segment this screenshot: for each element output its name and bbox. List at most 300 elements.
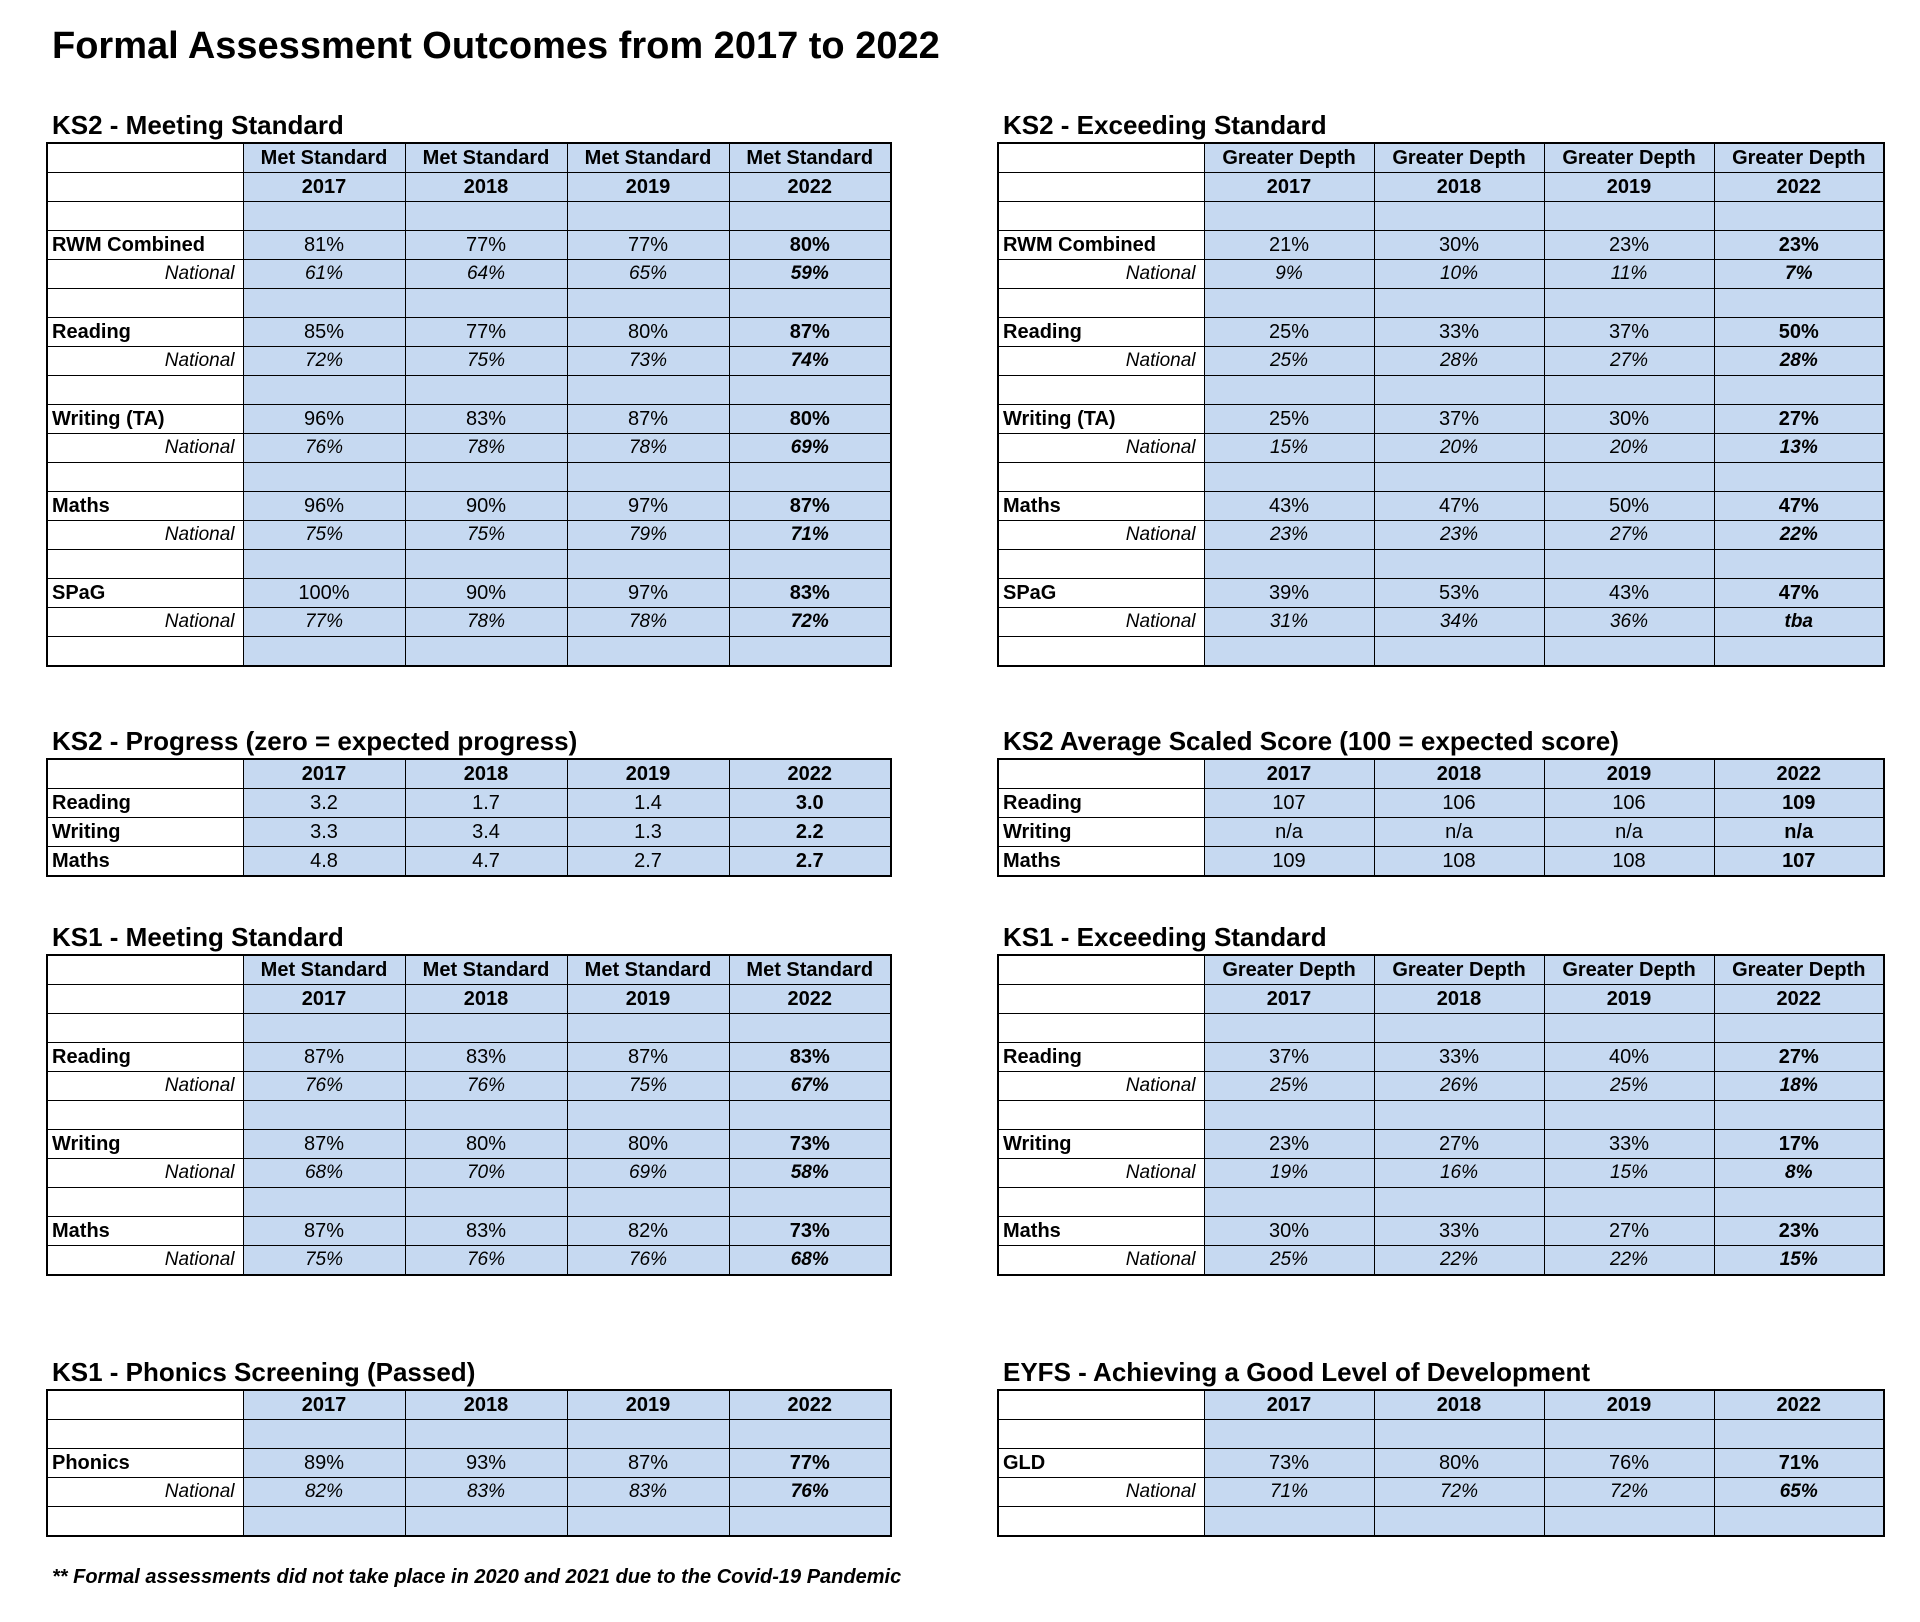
value-cell: 77% (243, 608, 405, 637)
table-row (47, 985, 891, 1014)
value-cell: 3.4 (405, 818, 567, 847)
value-cell (729, 202, 891, 231)
value-cell: 82% (567, 1217, 729, 1246)
row-label: Writing (47, 818, 243, 847)
value-cell: 27% (1714, 405, 1884, 434)
value-cell: 34% (1374, 608, 1544, 637)
column-header: 2022 (1714, 173, 1884, 202)
value-cell (1204, 637, 1374, 667)
table-row (998, 1246, 1884, 1276)
value-cell: 37% (1374, 405, 1544, 434)
value-cell (1544, 637, 1714, 667)
column-header: 2017 (1204, 1390, 1374, 1420)
table-row (47, 759, 891, 789)
value-cell (243, 202, 405, 231)
value-cell: 87% (243, 1217, 405, 1246)
value-cell: 78% (405, 608, 567, 637)
table-row (47, 608, 891, 637)
table-row (47, 143, 891, 173)
table-row (998, 1014, 1884, 1043)
row-label: Reading (47, 1043, 243, 1072)
table-row (47, 1449, 891, 1478)
value-cell: 47% (1374, 492, 1544, 521)
value-cell: 75% (243, 1246, 405, 1276)
row-label: RWM Combined (998, 231, 1204, 260)
page-title: Formal Assessment Outcomes from 2017 to 2022 (52, 25, 940, 67)
value-cell: 2.7 (729, 847, 891, 877)
value-cell: 19% (1204, 1159, 1374, 1188)
row-label (998, 1188, 1204, 1217)
value-cell (1204, 1188, 1374, 1217)
table-row (47, 202, 891, 231)
value-cell: 78% (405, 434, 567, 463)
value-cell: 71% (729, 521, 891, 550)
row-label: Writing (TA) (998, 405, 1204, 434)
table-row (998, 492, 1884, 521)
value-cell: 11% (1544, 260, 1714, 289)
row-label: Reading (998, 318, 1204, 347)
value-cell (243, 376, 405, 405)
row-label: Writing (47, 1130, 243, 1159)
value-cell (567, 202, 729, 231)
column-header: 2019 (1544, 1390, 1714, 1420)
value-cell: 77% (405, 318, 567, 347)
table-row (998, 1390, 1884, 1420)
value-cell: 87% (243, 1130, 405, 1159)
table-row (47, 818, 891, 847)
table-row (998, 521, 1884, 550)
table-row (998, 463, 1884, 492)
ks2-exceeding-section (997, 110, 1885, 667)
value-cell: 83% (729, 1043, 891, 1072)
value-cell: 33% (1544, 1130, 1714, 1159)
value-cell: 47% (1714, 492, 1884, 521)
row-label (47, 1507, 243, 1537)
row-label: Maths (998, 847, 1204, 877)
value-cell (567, 1014, 729, 1043)
value-cell (243, 1420, 405, 1449)
column-header: Met Standard (405, 955, 567, 985)
table-row (998, 143, 1884, 173)
value-cell: 30% (1374, 231, 1544, 260)
ks1-exceeding-section (997, 922, 1885, 1276)
column-header: 2017 (1204, 759, 1374, 789)
value-cell: 80% (729, 405, 891, 434)
table-row (998, 347, 1884, 376)
table-row (998, 1507, 1884, 1537)
value-cell: 15% (1204, 434, 1374, 463)
row-label (47, 463, 243, 492)
row-label: Maths (47, 492, 243, 521)
value-cell: 15% (1544, 1159, 1714, 1188)
value-cell: 23% (1204, 521, 1374, 550)
ks1-phonics-table (46, 1389, 892, 1537)
value-cell (1374, 202, 1544, 231)
value-cell (243, 1014, 405, 1043)
row-label: SPaG (998, 579, 1204, 608)
row-label (47, 173, 243, 202)
value-cell (1374, 637, 1544, 667)
table-row (47, 955, 891, 985)
national-label: National (47, 434, 243, 463)
value-cell: 33% (1374, 1043, 1544, 1072)
value-cell (567, 637, 729, 667)
value-cell (1374, 376, 1544, 405)
row-label: Reading (47, 789, 243, 818)
value-cell (1204, 1014, 1374, 1043)
value-cell: 23% (1374, 521, 1544, 550)
national-label: National (47, 521, 243, 550)
row-label (47, 1014, 243, 1043)
table-row (47, 492, 891, 521)
value-cell: 8% (1714, 1159, 1884, 1188)
value-cell: 83% (405, 1478, 567, 1507)
table-row (47, 1507, 891, 1537)
value-cell: 25% (1204, 347, 1374, 376)
column-header: 2019 (1544, 173, 1714, 202)
value-cell: 3.3 (243, 818, 405, 847)
column-header: 2019 (567, 173, 729, 202)
table-row (998, 231, 1884, 260)
value-cell: 100% (243, 579, 405, 608)
footnote: ** Formal assessments did not take place in 2020 and 2021 due to the Covid-19 Pandemic (52, 1566, 902, 1588)
value-cell: 85% (243, 318, 405, 347)
value-cell: 39% (1204, 579, 1374, 608)
row-label (998, 1420, 1204, 1449)
section-title: KS2 - Progress (zero = expected progress) (52, 726, 578, 756)
row-label (998, 637, 1204, 667)
table-row (47, 1043, 891, 1072)
value-cell: 17% (1714, 1130, 1884, 1159)
row-label: Maths (47, 847, 243, 877)
row-label (998, 202, 1204, 231)
value-cell: 22% (1714, 521, 1884, 550)
value-cell: 76% (243, 434, 405, 463)
value-cell: 83% (405, 1217, 567, 1246)
section-title: KS2 - Meeting Standard (52, 110, 344, 140)
value-cell: 25% (1204, 405, 1374, 434)
row-label (998, 985, 1204, 1014)
row-label: Phonics (47, 1449, 243, 1478)
row-label (47, 1188, 243, 1217)
value-cell: 61% (243, 260, 405, 289)
column-header: 2022 (1714, 985, 1884, 1014)
value-cell: 1.3 (567, 818, 729, 847)
value-cell (405, 289, 567, 318)
value-cell (1714, 1188, 1884, 1217)
value-cell (729, 637, 891, 667)
value-cell (1714, 463, 1884, 492)
value-cell: 23% (1204, 1130, 1374, 1159)
row-label: SPaG (47, 579, 243, 608)
value-cell (405, 1014, 567, 1043)
value-cell (1204, 376, 1374, 405)
value-cell: 22% (1544, 1246, 1714, 1276)
ks2-progress-table (46, 758, 892, 877)
table-row (47, 521, 891, 550)
value-cell (729, 289, 891, 318)
value-cell: 90% (405, 579, 567, 608)
table-row (47, 463, 891, 492)
table-row (47, 347, 891, 376)
value-cell: 65% (567, 260, 729, 289)
table-row (998, 405, 1884, 434)
row-label (47, 637, 243, 667)
value-cell: 65% (1714, 1478, 1884, 1507)
value-cell: 16% (1374, 1159, 1544, 1188)
value-cell (405, 637, 567, 667)
column-header: Met Standard (405, 143, 567, 173)
value-cell: n/a (1714, 818, 1884, 847)
value-cell: 67% (729, 1072, 891, 1101)
value-cell: 80% (405, 1130, 567, 1159)
value-cell: 78% (567, 608, 729, 637)
value-cell (1544, 376, 1714, 405)
value-cell (405, 1420, 567, 1449)
row-label (998, 143, 1204, 173)
column-header: Greater Depth (1204, 955, 1374, 985)
value-cell: 30% (1544, 405, 1714, 434)
row-label (47, 955, 243, 985)
value-cell: 28% (1374, 347, 1544, 376)
value-cell (567, 1507, 729, 1537)
value-cell: 64% (405, 260, 567, 289)
value-cell: 20% (1374, 434, 1544, 463)
value-cell: 23% (1714, 231, 1884, 260)
ks2-progress-section (46, 726, 892, 877)
value-cell: 33% (1374, 1217, 1544, 1246)
value-cell: 31% (1204, 608, 1374, 637)
value-cell: 90% (405, 492, 567, 521)
value-cell: 15% (1714, 1246, 1884, 1276)
value-cell: 27% (1544, 1217, 1714, 1246)
ks1-meeting-table (46, 954, 892, 1276)
ks2-exceeding-table (997, 142, 1885, 667)
column-header: Met Standard (567, 143, 729, 173)
value-cell (1374, 550, 1544, 579)
column-header: 2017 (243, 173, 405, 202)
row-label (998, 955, 1204, 985)
table-row (998, 1217, 1884, 1246)
table-row (998, 637, 1884, 667)
row-label (47, 1101, 243, 1130)
value-cell (567, 1101, 729, 1130)
value-cell: 43% (1544, 579, 1714, 608)
table-row (998, 434, 1884, 463)
value-cell: 50% (1544, 492, 1714, 521)
table-row (998, 173, 1884, 202)
value-cell (405, 1507, 567, 1537)
column-header: 2017 (1204, 985, 1374, 1014)
value-cell: 82% (243, 1478, 405, 1507)
row-label (998, 376, 1204, 405)
value-cell (243, 550, 405, 579)
row-label (47, 759, 243, 789)
value-cell: 3.0 (729, 789, 891, 818)
value-cell: 27% (1714, 1043, 1884, 1072)
value-cell (1374, 289, 1544, 318)
value-cell (1714, 1014, 1884, 1043)
column-header: 2019 (567, 759, 729, 789)
value-cell (243, 289, 405, 318)
value-cell (567, 1420, 729, 1449)
value-cell: 26% (1374, 1072, 1544, 1101)
value-cell: 20% (1544, 434, 1714, 463)
national-label: National (47, 1072, 243, 1101)
column-header: Greater Depth (1714, 143, 1884, 173)
row-label (998, 1507, 1204, 1537)
national-label: National (998, 608, 1204, 637)
value-cell (1374, 463, 1544, 492)
value-cell (1544, 463, 1714, 492)
value-cell (1714, 550, 1884, 579)
national-label: National (998, 521, 1204, 550)
value-cell: 106 (1544, 789, 1714, 818)
value-cell: 27% (1374, 1130, 1544, 1159)
value-cell: 87% (243, 1043, 405, 1072)
value-cell: 50% (1714, 318, 1884, 347)
value-cell (243, 1101, 405, 1130)
value-cell: 96% (243, 405, 405, 434)
value-cell: 87% (567, 405, 729, 434)
national-label: National (47, 1246, 243, 1276)
value-cell (1544, 1420, 1714, 1449)
value-cell: 30% (1204, 1217, 1374, 1246)
value-cell (1544, 1014, 1714, 1043)
table-row (998, 759, 1884, 789)
value-cell (1204, 550, 1374, 579)
table-row (998, 1043, 1884, 1072)
national-label: National (998, 1159, 1204, 1188)
value-cell: 1.7 (405, 789, 567, 818)
row-label: Writing (TA) (47, 405, 243, 434)
value-cell: 107 (1204, 789, 1374, 818)
row-label: GLD (998, 1449, 1204, 1478)
value-cell (1204, 289, 1374, 318)
value-cell (1544, 289, 1714, 318)
row-label (998, 1390, 1204, 1420)
table-row (47, 789, 891, 818)
column-header: 2018 (1374, 1390, 1544, 1420)
column-header: 2022 (1714, 1390, 1884, 1420)
value-cell: 108 (1374, 847, 1544, 877)
table-row (998, 376, 1884, 405)
value-cell (1714, 376, 1884, 405)
national-label: National (47, 608, 243, 637)
value-cell: 28% (1714, 347, 1884, 376)
value-cell (1374, 1101, 1544, 1130)
value-cell (243, 1188, 405, 1217)
value-cell: 80% (567, 318, 729, 347)
column-header: 2022 (1714, 759, 1884, 789)
value-cell: 77% (567, 231, 729, 260)
value-cell: 36% (1544, 608, 1714, 637)
value-cell: 93% (405, 1449, 567, 1478)
value-cell: 9% (1204, 260, 1374, 289)
value-cell: 25% (1204, 1072, 1374, 1101)
value-cell: 97% (567, 492, 729, 521)
section-title: KS1 - Phonics Screening (Passed) (52, 1357, 476, 1387)
value-cell: 53% (1374, 579, 1544, 608)
column-header: 2018 (1374, 985, 1544, 1014)
value-cell (405, 376, 567, 405)
value-cell: n/a (1204, 818, 1374, 847)
column-header: 2017 (1204, 173, 1374, 202)
column-header: 2018 (1374, 759, 1544, 789)
ks1-phonics-section (46, 1357, 892, 1537)
row-label: Maths (47, 1217, 243, 1246)
row-label (998, 759, 1204, 789)
table-row (998, 847, 1884, 877)
row-label: Reading (47, 318, 243, 347)
value-cell: 2.7 (567, 847, 729, 877)
value-cell (729, 1507, 891, 1537)
value-cell: 23% (1714, 1217, 1884, 1246)
table-row (47, 1072, 891, 1101)
value-cell: 25% (1204, 318, 1374, 347)
value-cell: 25% (1544, 1072, 1714, 1101)
column-header: Met Standard (729, 143, 891, 173)
value-cell: 76% (729, 1478, 891, 1507)
value-cell: 109 (1204, 847, 1374, 877)
column-header: Greater Depth (1374, 143, 1544, 173)
column-header: Greater Depth (1714, 955, 1884, 985)
value-cell (1374, 1420, 1544, 1449)
section-title: KS1 - Exceeding Standard (1003, 922, 1327, 952)
value-cell: 22% (1374, 1246, 1544, 1276)
value-cell (1544, 550, 1714, 579)
value-cell (1714, 289, 1884, 318)
value-cell: 72% (1374, 1478, 1544, 1507)
row-label (998, 1014, 1204, 1043)
value-cell: 87% (729, 318, 891, 347)
table-row (998, 818, 1884, 847)
column-header: 2022 (729, 985, 891, 1014)
value-cell: 18% (1714, 1072, 1884, 1101)
value-cell: 87% (567, 1043, 729, 1072)
row-label: Writing (998, 1130, 1204, 1159)
column-header: 2018 (405, 759, 567, 789)
value-cell: 2.2 (729, 818, 891, 847)
table-row (998, 1159, 1884, 1188)
value-cell: 33% (1374, 318, 1544, 347)
column-header: Met Standard (243, 955, 405, 985)
value-cell (1544, 202, 1714, 231)
value-cell: 73% (729, 1130, 891, 1159)
table-row (998, 789, 1884, 818)
value-cell: 80% (729, 231, 891, 260)
value-cell: 3.2 (243, 789, 405, 818)
table-row (998, 1130, 1884, 1159)
value-cell: 87% (567, 1449, 729, 1478)
table-row (998, 1188, 1884, 1217)
value-cell: 73% (1204, 1449, 1374, 1478)
value-cell (243, 637, 405, 667)
national-label: National (998, 434, 1204, 463)
table-row (47, 1101, 891, 1130)
value-cell: 77% (405, 231, 567, 260)
value-cell (1204, 1101, 1374, 1130)
row-label: RWM Combined (47, 231, 243, 260)
row-label (47, 1420, 243, 1449)
ks2-meeting-section (46, 110, 892, 667)
value-cell (1374, 1014, 1544, 1043)
value-cell: 89% (243, 1449, 405, 1478)
table-row (998, 1478, 1884, 1507)
ks2-meeting-table (46, 142, 892, 667)
value-cell: 72% (729, 608, 891, 637)
value-cell: 27% (1544, 347, 1714, 376)
